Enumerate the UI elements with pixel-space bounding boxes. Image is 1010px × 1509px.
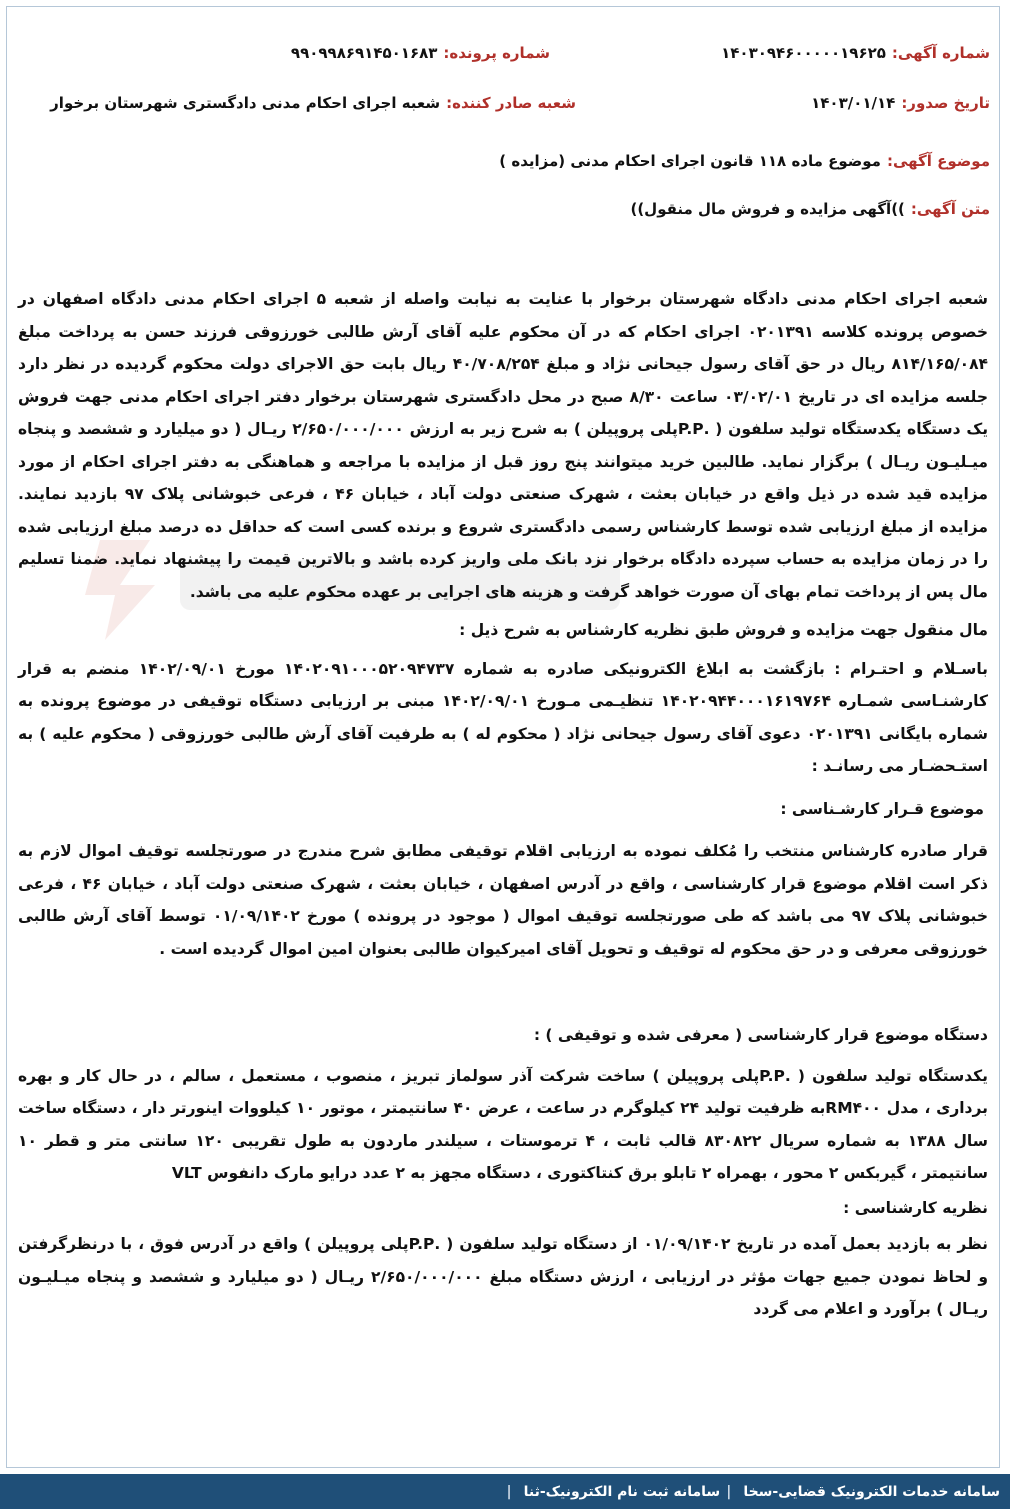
notice-body <box>18 283 988 1326</box>
text-title: ))آگهی مزایده و فروش مال منقول)) <box>630 200 905 218</box>
order-heading: موضوع قـرار کارشـناسی : <box>780 799 984 818</box>
main-paragraph: شعبه اجرای احکام مدنی دادگاه شهرستان برخوار با عنایت به نیابت واصله از شعبه ۵ اجرای احکام مدنی دادگاه اصفهان در خصوص پرونده کلاسه ۰۲۰۱۳۹۱ اجرای احکام که در آن محکوم علیه آقای آرش طالبی خورزوقی فرزند حسن به پرداخت مبلغ ۸۱۴/۱۶۵/۰۸۴ ریال در حق آقای رسول جیحانی نژاد و مبلغ ۴۰/۷۰۸/۲۵۴ ریال بابت حق الاجرای دولت محکوم گردیده در نظر دارد جلسه مزایده ای در تاریخ ۰۳/۰۲/۰۱ ساعت ۸/۳۰ صبح در محل دادگستری شهرستان برخوار دفتر اجرای احکام مدنی جهت فروش یک دستگاه یکدستگاه تولید سلفون ( .P.Pپلی پروپیلن ) به شرح زیر به ارزش ۲/۶۵۰/۰۰۰/۰۰۰ ریـال ( دو میلیارد و ششصد و پنجاه میـلیـون ریـال ) برگزار نماید. طالبین خرید میتوانند پنج روز قبل از مزایده با مراجعه و هماهنگی به دفتر اجرای احکام از مورد مزایده قید شده در ذیل واقع در خیابان بعثت ، شهرک صنعتی دولت آباد ، خیابان ۴۶ ، فرعی خبوشانی پلاک ۹۷ بازدید نمایند. مزایده از مبلغ ارزیابی شده توسط کارشناس رسمی دادگستری شروع و برنده کسی است که حداقل ده درصد مبلغ ارزیابی شده را در زمان مزایده به حساب سپرده دادگاه برخوار نزد بانک ملی واریز کرده باشد و بالاترین قیمت را پیشنهاد نماید. ضمنا تسلیم مال پس از پرداخت تمام بهای آن صورت خواهد گرفت و هزینه های اجرایی بر عهده محکوم علیه می باشد. <box>18 290 989 601</box>
greeting-paragraph: باسـلام و احتـرام : بازگشت به ابلاغ الکترونیکی صادره به شماره ۱۴۰۲۰۹۱۰۰۰۵۲۰۹۴۷۳۷ مورخ ۱۴۰۲/۰۹/۰۱ منضم به قرار کارشنـاسی شمـاره ۱۴۰۲۰۹۴۴۰۰۰۱۶۱۹۷۶۴ تنظیـمی مـورخ ۱۴۰۲/۰۹/۰۱ مبنی بر ارزیابی دستگاه توقیفی در موضوع پرونده به شماره بایگانی ۰۲۰۱۳۹۱ دعوی آقای رسول جیحانی نژاد ( محکوم له ) به طرفیت آقای آرش طالبی خورزوقی ( محکوم علیه ) به استـحضـار می رسانـد : <box>18 659 988 775</box>
issuer-row <box>50 94 576 112</box>
issue-date-row <box>811 94 990 112</box>
case-number-row <box>291 44 550 62</box>
device-paragraph: یکدستگاه تولید سلفون ( .P.Pپلی پروپیلن ) ساخت شرکت آذر سولماز تبریز ، منصوب ، مستعمل ، سالم ، در حال کار و بهره برداری ، مدل RM۴۰۰به ظرفیت تولید ۲۴ کیلوگرم در ساعت ، عرض ۴۰ سانتیمتر ، موتور ۱۰ کیلووات اینورتر دار ، دستگاه ساخت سال ۱۳۸۸ به شماره سریال ۸۳۰۸۲۲ قالب ثابت ، ۴ ترموستات ، سیلندر ماردون به طول تقریبی ۱۲۰ سانتی متر و قطر ۱۰ سانتیمتر ، گیربکس ۲ محور ، بهمراه ۲ تابلو برق کنتاکتوری ، دستگاه مجهز به ۲ عدد درایو مارک دانفوس VLT <box>18 1066 988 1182</box>
order-paragraph: قرار صادره کارشناس منتخب را مُکلف نموده به ارزیابی اقلام توقیفی مطابق شرح مندرج در صورتجلسه توقیف اموال لازم به ذکر است اقلام موضوع قرار کارشناسی ، واقع در آدرس اصفهان ، خیابان بعثت ، شهرک صنعتی دولت آباد ، خیابان ۴۶ ، فرعی خبوشانی پلاک ۹۷ می باشد که طی صورتجلسه توقیف اموال ( موجود در پرونده ) مورخ ۰۱/۰۹/۱۴۰۲ توسط آقای آرش طالبی خورزوقی معرفی و در حق محکوم له توقیف و تحویل آقای امیرکیوان طالبی بعنوان امین اموال گردیده است . <box>18 842 989 958</box>
ad-number-value: ۱۴۰۳۰۹۴۶۰۰۰۰۰۱۹۶۲۵ <box>721 44 886 62</box>
footer-link-sana[interactable]: سامانه ثبت نام الکترونیک-ثنا <box>523 1483 721 1500</box>
footer-separator: | <box>726 1483 732 1500</box>
opinion-heading: نظریه کارشناسی : <box>843 1198 988 1217</box>
footer-bar <box>0 1474 1010 1509</box>
goods-heading: مال منقول جهت مزایده و فروش طبق نظریه کارشناس به شرح ذیل : <box>459 621 988 639</box>
issue-date-value: ۱۴۰۳/۰۱/۱۴ <box>811 94 896 112</box>
case-number-label: شماره پرونده: <box>443 44 550 62</box>
issuer-label: شعبه صادر کننده: <box>446 94 576 112</box>
subject-value: موضوع ماده ۱۱۸ قانون اجرای احکام مدنی (مزایده ) <box>499 152 881 170</box>
device-heading: دستگاه موضوع قرار کارشناسی ( معرفی شده و توقیفی ) : <box>533 1026 988 1044</box>
ad-number-row <box>721 44 990 62</box>
subject-row <box>499 152 990 170</box>
text-label: متن آگهی: <box>910 200 990 218</box>
issuer-value: شعبه اجرای احکام مدنی دادگستری شهرستان برخوار <box>50 94 441 112</box>
opinion-paragraph: نظر به بازدید بعمل آمده در تاریخ ۰۱/۰۹/۱۴۰۲ از دستگاه تولید سلفون ( .P.Pپلی پروپیلن ) واقع در آدرس فوق ، با درنظرگرفتن و لحاظ نمودن جمیع جهات مؤثر در ارزیابی ، ارزش دستگاه مبلغ ۲/۶۵۰/۰۰۰/۰۰۰ ریـال ( دو میلیارد و ششصد و پنجاه میـلیـون ریـال ) برآورد و اعلام می گردد <box>18 1235 988 1318</box>
case-number-value: ۹۹۰۹۹۸۶۹۱۴۵۰۱۶۸۳ <box>290 44 438 62</box>
footer-link-sakha[interactable]: سامانه خدمات الکترونیک قضایی-سخا <box>743 1483 1000 1500</box>
subject-label: موضوع آگهی: <box>886 152 990 170</box>
footer-separator-end: | <box>506 1483 512 1500</box>
issue-date-label: تاریخ صدور: <box>901 94 990 112</box>
ad-number-label: شماره آگهی: <box>891 44 990 62</box>
text-title-row <box>630 200 990 218</box>
